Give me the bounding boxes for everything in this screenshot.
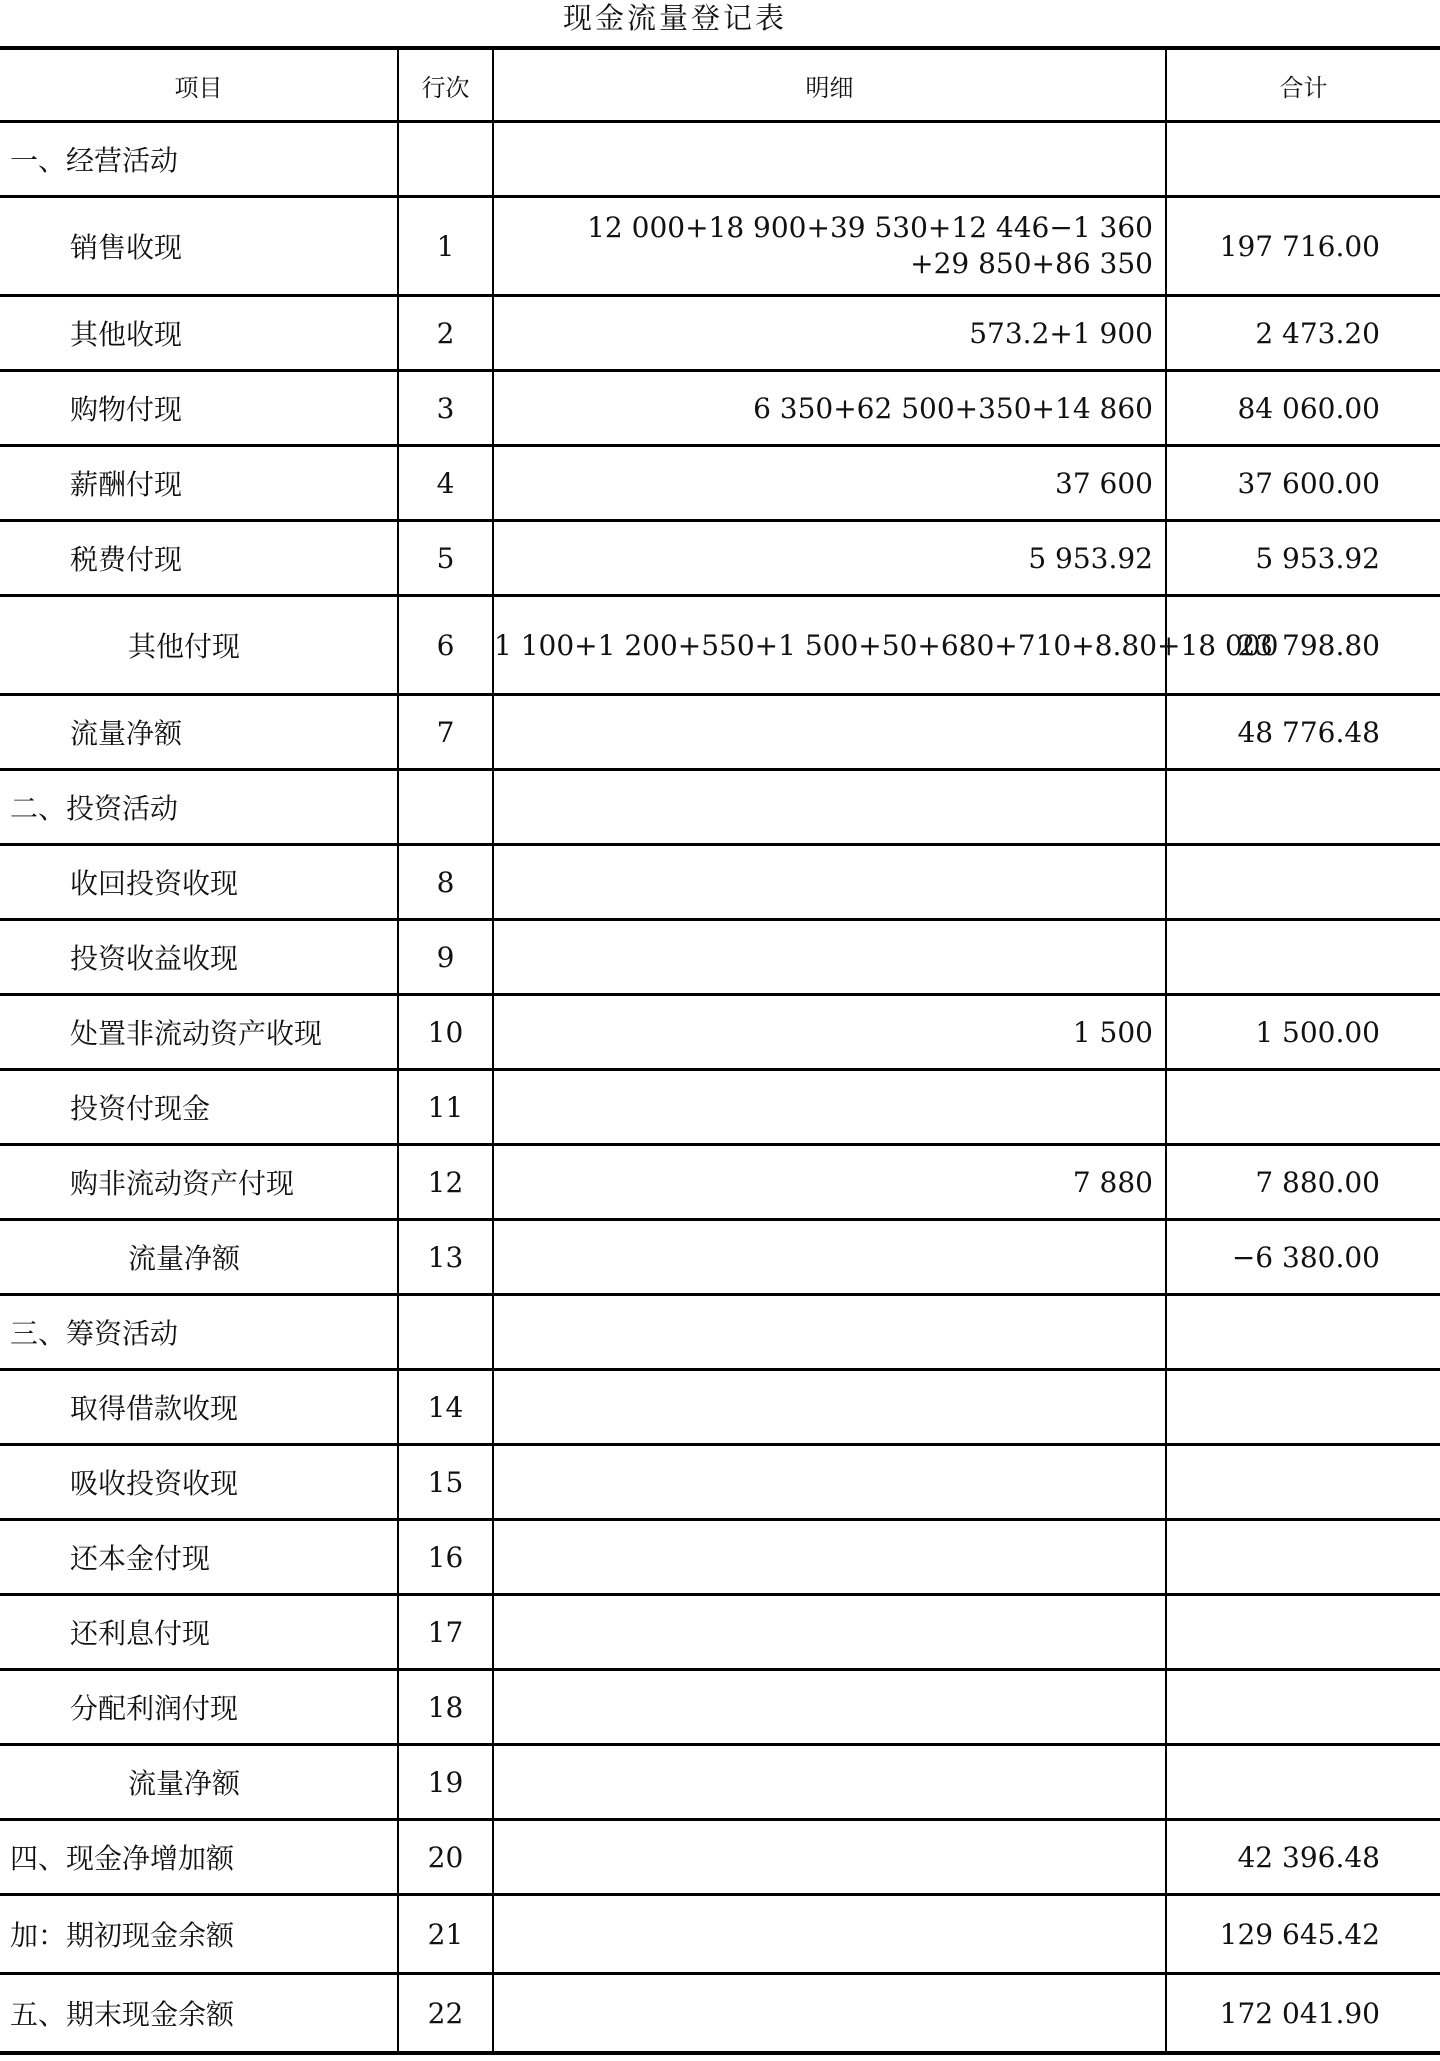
row-detail-line-1: 12 000+18 900+39 530+12 446−1 360 [587, 211, 1153, 244]
empty-cell [1166, 122, 1440, 197]
row-line: 11 [398, 1070, 493, 1145]
row-total: 197 716.00 [1166, 197, 1440, 296]
row-line: 9 [398, 920, 493, 995]
empty-cell [493, 122, 1166, 197]
row-item: 购物付现 [0, 371, 398, 446]
row-total: 84 060.00 [1166, 371, 1440, 446]
row-line: 12 [398, 1145, 493, 1220]
table-row [0, 521, 1440, 596]
header-total: 合计 [1166, 48, 1440, 122]
row-line: 17 [398, 1595, 493, 1670]
document-title: 现金流量登记表 [562, 1, 787, 35]
row-line: 3 [398, 371, 493, 446]
section-row [0, 770, 1440, 845]
row-total [1166, 920, 1440, 995]
row-total: 172 041.90 [1166, 1974, 1440, 2054]
table-row [0, 1670, 1440, 1745]
row-item: 流量净额 [0, 695, 398, 770]
row-detail [493, 845, 1166, 920]
row-detail: 1 500 [493, 995, 1166, 1070]
row-detail [493, 1370, 1166, 1445]
row-item: 其他收现 [0, 296, 398, 371]
section-row [0, 1295, 1440, 1370]
empty-cell [493, 770, 1166, 845]
row-line: 20 [398, 1820, 493, 1895]
table-row [0, 296, 1440, 371]
row-item: 流量净额 [0, 1745, 398, 1820]
summary-net-increase: 四、现金净增加额 [0, 1820, 398, 1895]
row-line: 15 [398, 1445, 493, 1520]
row-total: 48 776.48 [1166, 695, 1440, 770]
header-item: 项目 [0, 48, 398, 122]
table-row [0, 446, 1440, 521]
row-line: 8 [398, 845, 493, 920]
empty-cell [1166, 770, 1440, 845]
row-item: 吸收投资收现 [0, 1445, 398, 1520]
summary-closing-balance: 五、期末现金余额 [0, 1974, 398, 2054]
row-total: 23 798.80 [1166, 596, 1440, 695]
empty-cell [398, 1295, 493, 1370]
table-row [0, 197, 1440, 296]
summary-row [0, 1895, 1440, 1974]
row-item: 购非流动资产付现 [0, 1145, 398, 1220]
table-row [0, 920, 1440, 995]
row-item: 处置非流动资产收现 [0, 995, 398, 1070]
row-item: 流量净额 [0, 1220, 398, 1295]
table-row [0, 1145, 1440, 1220]
row-item: 税费付现 [0, 521, 398, 596]
row-total [1166, 1520, 1440, 1595]
table-row [0, 596, 1440, 695]
row-item: 其他付现 [0, 596, 398, 695]
row-total: 37 600.00 [1166, 446, 1440, 521]
header-detail: 明细 [493, 48, 1166, 122]
summary-row [0, 1974, 1440, 2054]
row-detail [493, 695, 1166, 770]
row-line: 18 [398, 1670, 493, 1745]
row-line: 5 [398, 521, 493, 596]
empty-cell [493, 1820, 1166, 1895]
row-item: 还本金付现 [0, 1520, 398, 1595]
row-total: 42 396.48 [1166, 1820, 1440, 1895]
section-row [0, 122, 1440, 197]
row-detail: 7 880 [493, 1145, 1166, 1220]
empty-cell [398, 122, 493, 197]
row-total: 7 880.00 [1166, 1145, 1440, 1220]
summary-opening-balance: 加：期初现金余额 [0, 1895, 398, 1974]
row-detail [493, 1445, 1166, 1520]
section-investing: 二、投资活动 [0, 770, 398, 845]
row-item: 销售收现 [0, 197, 398, 296]
row-total [1166, 845, 1440, 920]
table-row [0, 1745, 1440, 1820]
table-row [0, 1220, 1440, 1295]
row-total: −6 380.00 [1166, 1220, 1440, 1295]
row-line: 19 [398, 1745, 493, 1820]
row-detail [493, 1670, 1166, 1745]
section-operating: 一、经营活动 [0, 122, 398, 197]
row-detail [493, 1070, 1166, 1145]
table-row [0, 1520, 1440, 1595]
row-line: 10 [398, 995, 493, 1070]
row-detail: 5 953.92 [493, 521, 1166, 596]
row-total: 2 473.20 [1166, 296, 1440, 371]
empty-cell [398, 770, 493, 845]
row-item: 投资付现金 [0, 1070, 398, 1145]
row-item: 收回投资收现 [0, 845, 398, 920]
empty-cell [1166, 1295, 1440, 1370]
table-row [0, 845, 1440, 920]
row-line: 6 [398, 596, 493, 695]
row-detail: 573.2+1 900 [493, 296, 1166, 371]
row-total [1166, 1445, 1440, 1520]
row-item: 分配利润付现 [0, 1670, 398, 1745]
row-detail [493, 920, 1166, 995]
header-row [0, 48, 1440, 122]
table-row [0, 695, 1440, 770]
table-row [0, 1070, 1440, 1145]
table-row [0, 995, 1440, 1070]
row-total: 1 500.00 [1166, 995, 1440, 1070]
table-row [0, 1370, 1440, 1445]
row-total [1166, 1745, 1440, 1820]
cash-flow-table [0, 46, 1440, 2055]
table-row [0, 1595, 1440, 1670]
row-item: 薪酬付现 [0, 446, 398, 521]
row-total [1166, 1070, 1440, 1145]
section-financing: 三、筹资活动 [0, 1295, 398, 1370]
row-detail [493, 1220, 1166, 1295]
row-total: 129 645.42 [1166, 1895, 1440, 1974]
row-total [1166, 1595, 1440, 1670]
row-item: 还利息付现 [0, 1595, 398, 1670]
row-line: 16 [398, 1520, 493, 1595]
row-total [1166, 1370, 1440, 1445]
row-detail [493, 1595, 1166, 1670]
row-line: 13 [398, 1220, 493, 1295]
row-detail [493, 197, 1166, 296]
header-line: 行次 [398, 48, 493, 122]
table-row [0, 1445, 1440, 1520]
row-line: 4 [398, 446, 493, 521]
row-line: 1 [398, 197, 493, 296]
row-total [1166, 1670, 1440, 1745]
summary-row [0, 1820, 1440, 1895]
row-line: 22 [398, 1974, 493, 2054]
empty-cell [493, 1295, 1166, 1370]
row-item: 投资收益收现 [0, 920, 398, 995]
row-total: 5 953.92 [1166, 521, 1440, 596]
row-line: 7 [398, 695, 493, 770]
row-detail: 6 350+62 500+350+14 860 [493, 371, 1166, 446]
row-detail [493, 1520, 1166, 1595]
row-detail [493, 1745, 1166, 1820]
row-line: 2 [398, 296, 493, 371]
row-line: 14 [398, 1370, 493, 1445]
row-item: 取得借款收现 [0, 1370, 398, 1445]
row-detail: 37 600 [493, 446, 1166, 521]
empty-cell [493, 1895, 1166, 1974]
empty-cell [493, 1974, 1166, 2054]
row-detail: 1 100+1 200+550+1 500+50+680+710+8.80+18 000 [493, 596, 1166, 695]
row-detail-line-2: +29 850+86 350 [910, 247, 1153, 280]
row-line: 21 [398, 1895, 493, 1974]
table-row [0, 371, 1440, 446]
